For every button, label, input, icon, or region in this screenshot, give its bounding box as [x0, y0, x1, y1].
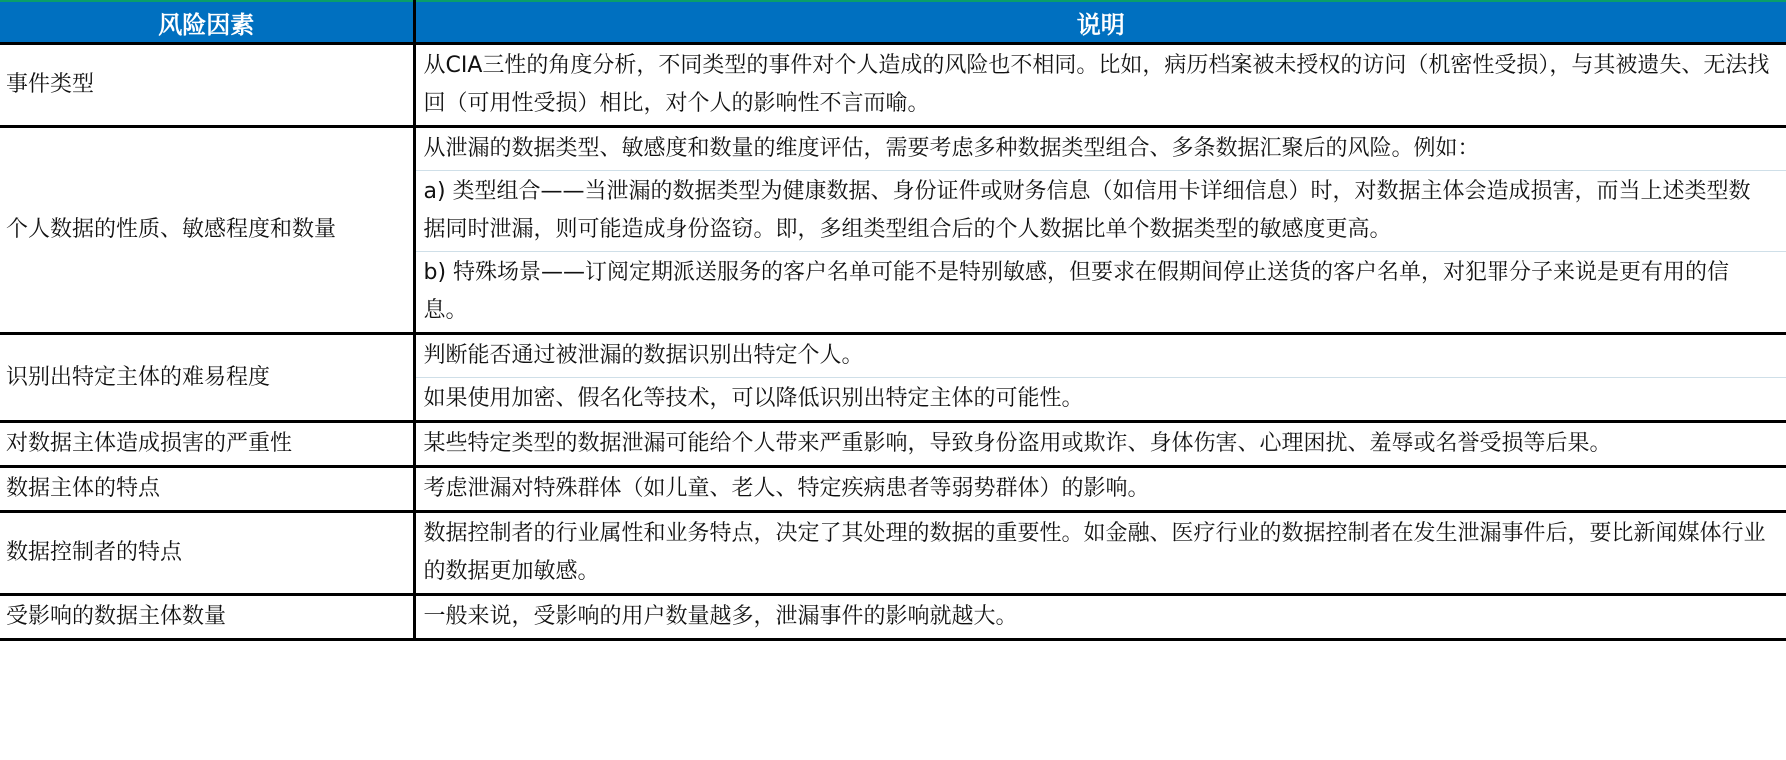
description-cell	[414, 44, 1786, 127]
description-cell	[414, 422, 1786, 467]
description-cell	[414, 595, 1786, 640]
table-row	[0, 44, 1786, 127]
risk-factor-cell: 个人数据的性质、敏感程度和数量	[0, 127, 414, 334]
risk-factor-cell: 受影响的数据主体数量	[0, 595, 414, 640]
risk-factor-cell: 对数据主体造成损害的严重性	[0, 422, 414, 467]
description-paragraph: b) 特殊场景——订阅定期派送服务的客户名单可能不是特别敏感，但要求在假期间停止送货的客户名单，对犯罪分子来说是更有用的信息。	[416, 251, 1786, 332]
description-paragraph: 从CIA三性的角度分析，不同类型的事件对个人造成的风险也不相同。比如，病历档案被未授权的访问（机密性受损），与其被遗失、无法找回（可用性受损）相比，对个人的影响性不言而喻。	[423, 53, 1770, 116]
table-row	[0, 467, 1786, 512]
description-cell	[414, 467, 1786, 512]
header-description: 说明	[414, 1, 1786, 44]
description-paragraph: 判断能否通过被泄漏的数据识别出特定个人。	[423, 343, 864, 368]
description-cell	[414, 512, 1786, 595]
description-paragraph: a) 类型组合——当泄漏的数据类型为健康数据、身份证件或财务信息（如信用卡详细信息）时，对数据主体会造成损害，而当上述类型数据同时泄漏，则可能造成身份盗窃。即，多组类型组合后的个人数据比单个数据类型的敏感度更高。	[416, 170, 1786, 251]
description-paragraph: 某些特定类型的数据泄漏可能给个人带来严重影响，导致身份盗用或欺诈、身体伤害、心理困扰、羞辱或名誉受损等后果。	[423, 431, 1612, 456]
description-paragraph: 如果使用加密、假名化等技术，可以降低识别出特定主体的可能性。	[416, 377, 1786, 420]
risk-factor-cell: 识别出特定主体的难易程度	[0, 334, 414, 422]
header-risk-factor: 风险因素	[0, 1, 414, 44]
description-cell	[414, 127, 1786, 334]
risk-factor-cell: 数据控制者的特点	[0, 512, 414, 595]
table-row	[0, 127, 1786, 334]
description-paragraph: 考虑泄漏对特殊群体（如儿童、老人、特定疾病患者等弱势群体）的影响。	[423, 476, 1150, 501]
risk-factor-cell: 数据主体的特点	[0, 467, 414, 512]
description-cell	[414, 334, 1786, 422]
description-paragraph: 一般来说，受影响的用户数量越多，泄漏事件的影响就越大。	[423, 604, 1018, 629]
table-row	[0, 512, 1786, 595]
description-paragraph: 从泄漏的数据类型、敏感度和数量的维度评估，需要考虑多种数据类型组合、多条数据汇聚后的风险。例如：	[423, 136, 1480, 161]
table-header-row	[0, 1, 1786, 44]
table-row	[0, 422, 1786, 467]
description-paragraph: 数据控制者的行业属性和业务特点，决定了其处理的数据的重要性。如金融、医疗行业的数据控制者在发生泄漏事件后，要比新闻媒体行业的数据更加敏感。	[423, 521, 1766, 584]
table-row	[0, 334, 1786, 422]
risk-factor-cell: 事件类型	[0, 44, 414, 127]
table-row	[0, 595, 1786, 640]
